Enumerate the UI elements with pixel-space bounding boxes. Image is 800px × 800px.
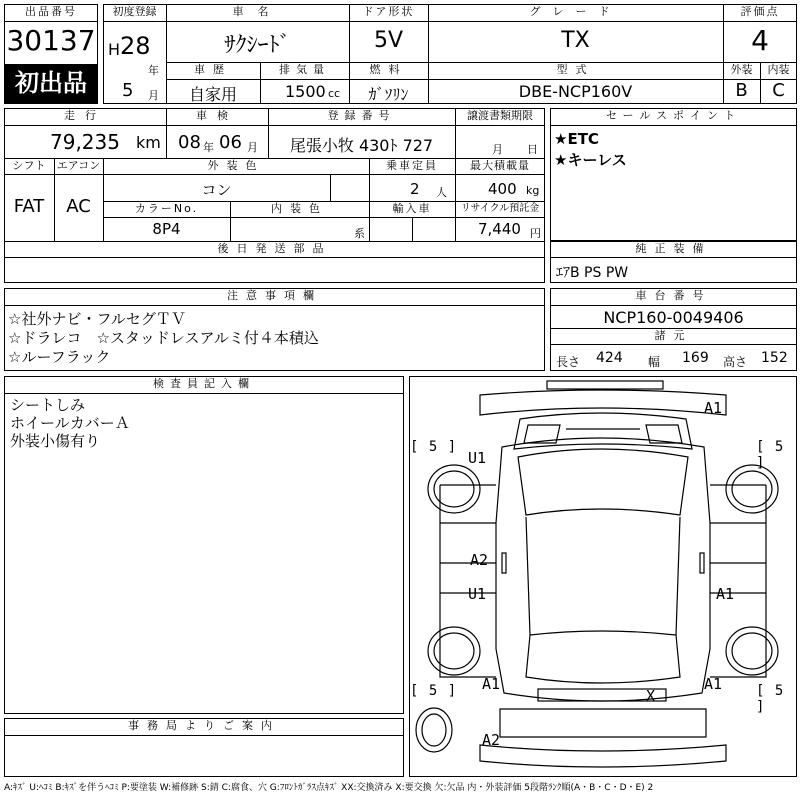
exterior-grade: B (735, 80, 748, 101)
height-label: 高さ (723, 355, 748, 369)
chassis-number: NCP160-0049406 (603, 308, 744, 327)
transfer-day-unit: 日 (527, 143, 538, 156)
tire-tread-right-front: [ 5 ] (756, 439, 785, 471)
color-no-label: カラーNo. (134, 202, 199, 215)
car-name-label: 車名 (232, 5, 283, 18)
door-type: 5V (373, 28, 404, 53)
fuel: ｶﾞｿﾘﾝ (368, 85, 409, 104)
mileage-label: 走行 (64, 109, 106, 122)
ac-label: エアコン (56, 159, 101, 172)
shift: FAT (13, 196, 45, 217)
damage-mark-front-right: A1 (704, 399, 723, 417)
grade: TX (561, 28, 590, 53)
displacement-label: 排気量 (279, 63, 330, 76)
first-reg-year-unit: 年 (148, 64, 159, 77)
interior-label: 内装 (767, 63, 790, 76)
spec-label: 諸元 (654, 329, 693, 342)
genuine-equipment: ｴｱB PS PW (556, 265, 629, 281)
car-name: ｻｸｼｰﾄﾞ (224, 33, 291, 58)
height: 152 (761, 350, 788, 366)
import-label: 輸入車 (392, 202, 432, 215)
history: 自家用 (188, 85, 237, 104)
sales-point-box (550, 108, 797, 241)
chassis-label: 車台番号 (635, 289, 712, 302)
interior-grade: C (772, 80, 785, 101)
office-label: 事務局よりご案内 (128, 719, 280, 732)
inspector-label: 検査員記入欄 (153, 377, 255, 390)
max-load: 400 (488, 180, 517, 198)
lot-number-label: 出品番号 (25, 5, 77, 18)
ext-color: コン (201, 181, 232, 199)
caution-line: ☆ルーフラック (8, 348, 111, 366)
int-color-label: 内装色 (271, 202, 328, 215)
score: 4 (751, 24, 769, 57)
damage-mark-door-left-rear: U1 (468, 585, 487, 603)
width-label: 幅 (648, 355, 661, 369)
car-outline (410, 377, 796, 776)
plate-number: 尾張小牧 430ﾄ 727 (289, 136, 434, 155)
damage-mark-door-right-rear: A1 (716, 585, 735, 603)
inspection-month: 06 (219, 132, 242, 153)
displacement: 1500 (285, 82, 326, 101)
history-label: 車歴 (194, 63, 232, 76)
sales-point-line: ★ETC (554, 130, 599, 148)
max-load-label: 最大積載量 (470, 159, 530, 172)
capacity-unit: 人 (436, 186, 447, 199)
damage-mark-door-left-front: A2 (470, 551, 489, 569)
first-reg-month: 5 (122, 80, 134, 101)
sales-point-label: セールスポイント (605, 109, 741, 122)
inspection-year-unit: 年 (203, 141, 214, 154)
later-parts-label: 後日発送部品 (217, 242, 332, 255)
plate-label: 登録番号 (327, 109, 396, 122)
damage-legend: A:ｷｽﾞ U:ﾍｺﾐ B:ｷｽﾞを伴うﾍｺﾐ P:要塗装 W:補修跡 S:錆 C:腐食、穴 G:ﾌﾛﾝﾄｶﾞﾗｽ点ｷｽﾞ XX:交換済み X:要交換 欠:欠品 内・外装評価 5段階ﾗﾝｸ順(A・B・C・D・E) 2 (4, 783, 654, 793)
damage-mark-rear-glass: X (646, 687, 656, 705)
grade-label: グレード (529, 5, 622, 18)
recycle-unit: 円 (530, 227, 541, 240)
caution-line: ☆社外ナビ・フルセグＴＶ (8, 310, 186, 328)
ext-color-label: 外装色 (207, 159, 265, 172)
score-label: 評価点 (740, 5, 780, 18)
damage-mark-fender-left: U1 (468, 449, 487, 467)
length: 424 (596, 350, 623, 366)
tire-tread-left-front: [ 5 ] (410, 439, 458, 455)
shift-label: シフト (12, 159, 46, 172)
sales-point-line: ★キーレス (554, 151, 627, 169)
mileage-unit: km (136, 133, 161, 152)
first-listing-badge: 初出品 (5, 64, 97, 103)
transfer-month-unit: 月 (492, 143, 503, 156)
fuel-label: 燃料 (369, 63, 408, 76)
lot-number: 30137 (6, 24, 96, 57)
recycle-label: リサイクル預託金 (460, 203, 540, 214)
capacity-label: 乗車定員 (386, 159, 438, 172)
inspector-note: 外装小傷有り (10, 432, 101, 450)
recycle-fee: 7,440 (478, 220, 521, 238)
damage-mark-rear-bumper: A2 (482, 731, 501, 749)
mileage: 79,235 (50, 130, 120, 154)
displacement-unit: cc (328, 87, 341, 100)
color-no: 8P4 (152, 220, 181, 238)
model-code: DBE-NCP160V (518, 82, 633, 101)
genuine-equipment-label: 純正装備 (635, 242, 712, 255)
inspection-year: 08 (178, 132, 201, 153)
capacity: 2 (410, 180, 420, 198)
model-label: 型式 (556, 63, 595, 76)
door-label: ドア形状 (362, 5, 415, 18)
damage-mark-rear-right: A1 (704, 675, 723, 693)
transfer-doc-label: 譲渡書類期限 (467, 109, 533, 122)
first-reg-month-unit: 月 (148, 89, 159, 102)
inspector-note: シートしみ (10, 396, 86, 414)
exterior-label: 外装 (730, 63, 753, 76)
inspection-label: 車検 (196, 109, 238, 122)
ac: AC (66, 196, 91, 217)
first-reg-label: 初度登録 (112, 5, 157, 18)
inspection-month-unit: 月 (247, 141, 258, 154)
tire-tread-right-rear: [ 5 ] (756, 683, 785, 715)
length-label: 長さ (556, 355, 581, 369)
first-reg-year: 28 (120, 32, 151, 60)
inspector-note: ホイールカバーＡ (10, 414, 130, 432)
int-color-unit: 系 (354, 227, 365, 240)
tire-tread-left-rear: [ 5 ] (410, 683, 458, 699)
damage-mark-rear-left: A1 (482, 675, 501, 693)
first-reg-era: H (108, 40, 121, 59)
width: 169 (682, 350, 709, 366)
max-load-unit: kg (526, 184, 540, 197)
car-diagram (409, 376, 797, 777)
caution-line: ☆ドラレコ ☆スタッドレスアルミ付４本積込 (8, 329, 319, 347)
caution-label: 注意事項欄 (227, 289, 322, 302)
